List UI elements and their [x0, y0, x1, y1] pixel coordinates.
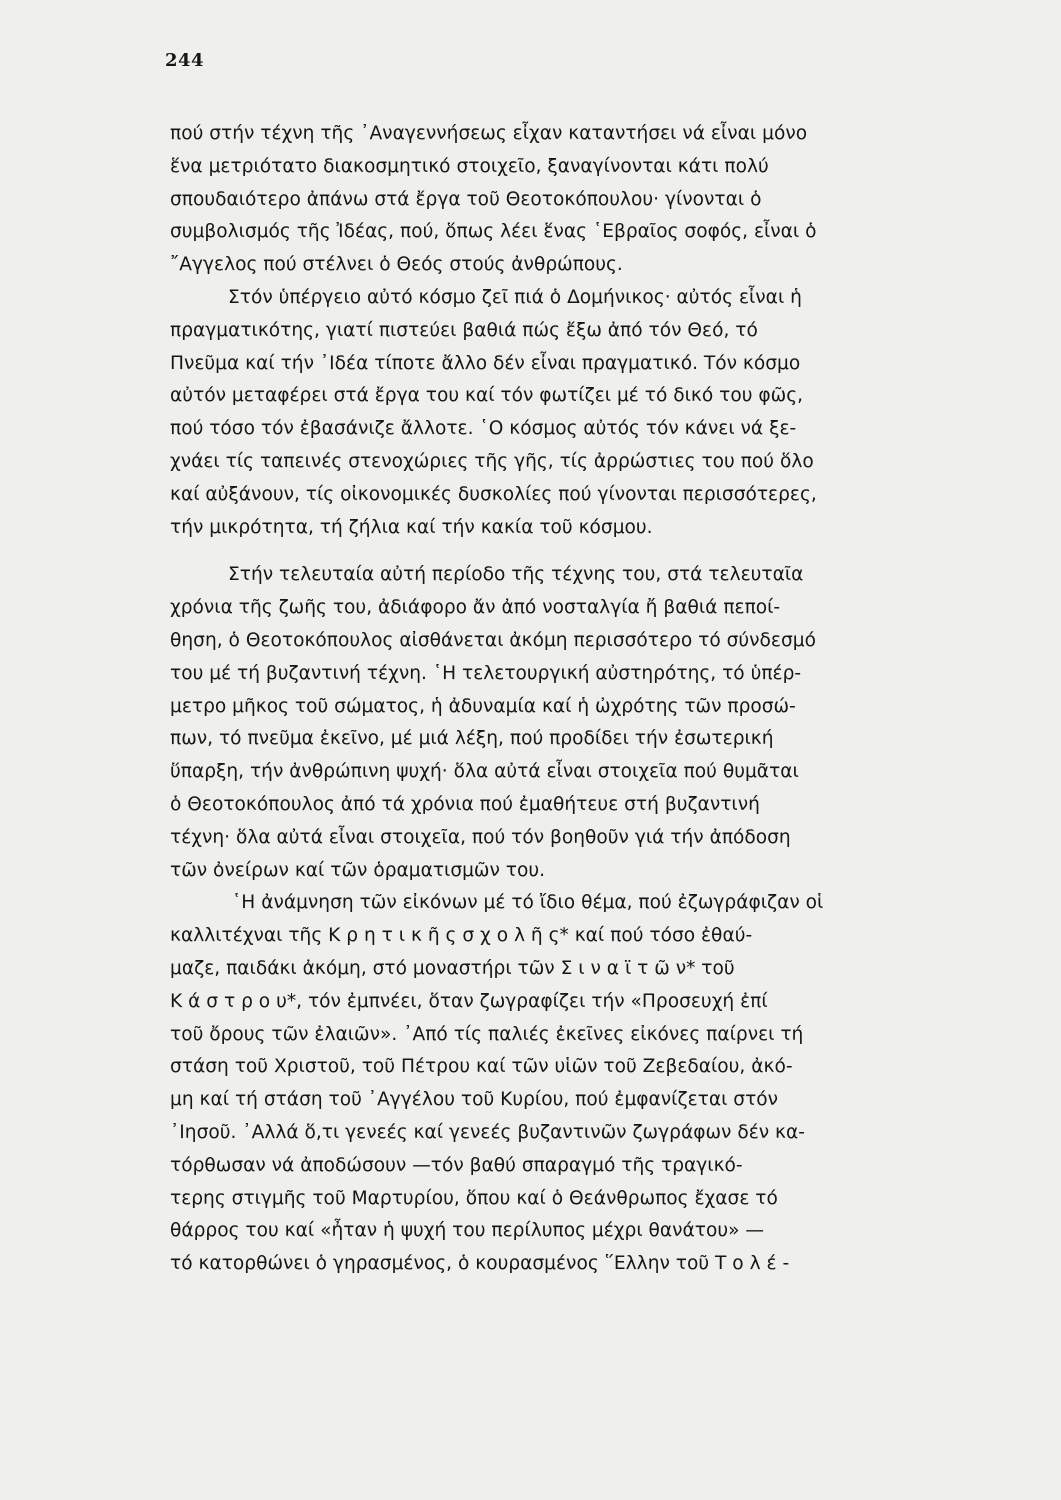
- text-line: θάρρος του καί «ἦταν ἡ ψυχή του περίλυπος μέχρι θανάτου» —: [170, 1220, 765, 1242]
- text-line: Στόν ὑπέργειο αὐτό κόσμο ζεῖ πιά ὁ Δομήνικος· αὐτός εἶναι ἡ: [228, 286, 802, 308]
- body-text: [170, 118, 1020, 1281]
- text-line: πού τόσο τόν ἐβασάνιζε ἄλλοτε. ῾Ο κόσμος αὐτός τόν κάνει νά ξε-: [170, 418, 797, 440]
- text-line: τόρθωσαν νά ἀποδώσουν —τόν βαθύ σπαραγμό τῆς τραγικό-: [170, 1154, 743, 1176]
- text-line: σπουδαιότερο ἀπάνω στά ἔργα τοῦ Θεοτοκόπουλου· γίνονται ὁ: [170, 188, 762, 210]
- text-line: Κ ά σ τ ρ ο υ*, τόν ἐμπνέει, ὅταν ζωγραφίζει τήν «Προσευχή ἐπί: [170, 990, 768, 1012]
- text-line: αὐτόν μεταφέρει στά ἔργα του καί τόν φωτίζει μέ τό δικό του φῶς,: [170, 385, 804, 407]
- text-line: καί αὐξάνουν, τίς οἰκονομικές δυσκολίες πού γίνονται περισσότερες,: [170, 483, 817, 505]
- text-line: πραγματικότης, γιατί πιστεύει βαθιά πώς ἔξω ἀπό τόν Θεό, τό: [170, 319, 758, 341]
- text-line: τήν μικρότητα, τή ζήλια καί τήν κακία τοῦ κόσμου.: [170, 516, 653, 538]
- text-line: καλλιτέχναι τῆς Κ ρ η τ ι κ ῆ ς σ χ ο λ ῆ ς* καί πού τόσο ἐθαύ-: [170, 925, 753, 947]
- text-line: ῾Η ἀνάμνηση τῶν εἰκόνων μέ τό ἴδιο θέμα, πού ἐζωγράφιζαν οἱ: [232, 892, 824, 914]
- text-line: ὁ Θεοτοκόπουλος ἀπό τά χρόνια πού ἐμαθήτευε στή βυζαντινή: [170, 793, 760, 815]
- text-line: πων, τό πνεῦμα ἐκεῖνο, μέ μιά λέξη, πού προδίδει τήν ἐσωτερική: [170, 728, 774, 750]
- text-line: μετρο μῆκος τοῦ σώματος, ἡ ἀδυναμία καί ἡ ὠχρότης τῶν προσώ-: [170, 695, 796, 717]
- text-line: μαζε, παιδάκι ἀκόμη, στό μοναστήρι τῶν Σ ι ν α ϊ τ ῶ ν* τοῦ: [170, 957, 735, 979]
- text-line: χνάει τίς ταπεινές στενοχώριες τῆς γῆς, τίς ἀρρώστιες του πού ὅλο: [170, 450, 814, 472]
- text-line: ὕπαρξη, τήν ἀνθρώπινη ψυχή· ὅλα αὐτά εἶναι στοιχεῖα πού θυμᾶται: [170, 761, 799, 783]
- text-line: θηση, ὁ Θεοτοκόπουλος αἰσθάνεται ἀκόμη περισσότερο τό σύνδεσμό: [170, 629, 816, 651]
- text-line: τερης στιγμῆς τοῦ Μαρτυρίου, ὅπου καί ὁ Θεάνθρωπος ἔχασε τό: [170, 1187, 778, 1209]
- page-number: 244: [165, 50, 205, 71]
- text-line: μη καί τή στάση τοῦ ᾽Αγγέλου τοῦ Κυρίου, πού ἐμφανίζεται στόν: [170, 1089, 779, 1111]
- text-line: ῎Αγγελος πού στέλνει ὁ Θεός στούς ἀνθρώπους.: [170, 254, 623, 276]
- text-line: τοῦ ὄρους τῶν ἐλαιῶν». ᾽Από τίς παλιές ἐκεῖνες εἰκόνες παίρνει τή: [170, 1023, 804, 1045]
- text-line: Πνεῦμα καί τήν ᾽Ιδέα τίποτε ἄλλο δέν εἶναι πραγματικό. Τόν κόσμο: [170, 352, 801, 374]
- text-line: του μέ τή βυζαντινή τέχνη. ῾Η τελετουργική αὐστηρότης, τό ὑπέρ-: [170, 662, 802, 684]
- text-line: ᾽Ιησοῦ. ᾽Αλλά ὅ,τι γενεές καί γενεές βυζαντινῶν ζωγράφων δέν κα-: [170, 1121, 805, 1143]
- text-line: τῶν ὀνείρων καί τῶν ὁραματισμῶν του.: [170, 859, 546, 881]
- text-line: ἕνα μετριότατο διακοσμητικό στοιχεῖο, ξαναγίνονται κάτι πολύ: [170, 155, 769, 177]
- text-line: χρόνια τῆς ζωῆς του, ἀδιάφορο ἄν ἀπό νοσταλγία ἤ βαθιά πεποί-: [170, 597, 781, 619]
- text-line: πού στήν τέχνη τῆς ᾽Αναγεννήσεως εἶχαν καταντήσει νά εἶναι μόνο: [170, 123, 808, 144]
- text-line: στάση τοῦ Χριστοῦ, τοῦ Πέτρου καί τῶν υἱῶν τοῦ Ζεβεδαίου, ἀκό-: [170, 1056, 793, 1078]
- text-line: τέχνη· ὅλα αὐτά εἶναι στοιχεῖα, πού τόν βοηθοῦν γιά τήν ἀπόδοση: [170, 826, 791, 848]
- section-break: [170, 544, 1020, 559]
- text-line: Στήν τελευταία αὐτή περίοδο τῆς τέχνης του, στά τελευταῖα: [228, 564, 804, 586]
- text-line: τό κατορθώνει ὁ γηρασμένος, ὁ κουρασμένος ῞Ελλην τοῦ Τ ο λ έ -: [170, 1253, 790, 1275]
- text-line: συμβολισμός τῆς Ἰδέας, πού, ὅπως λέει ἕνας ῾Εβραῖος σοφός, εἶναι ὁ: [170, 221, 817, 243]
